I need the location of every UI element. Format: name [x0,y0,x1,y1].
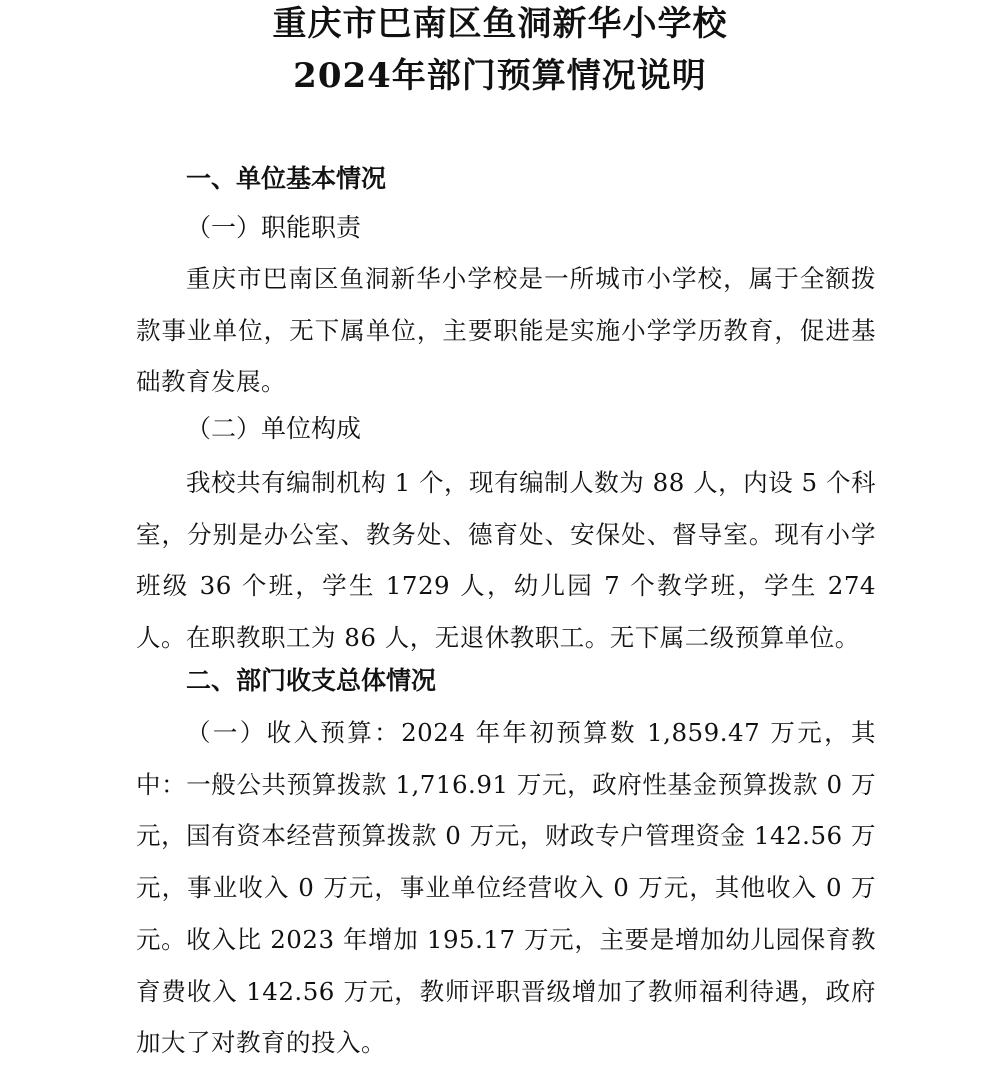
document-title-line2: 2024年部门预算情况说明 [293,56,707,96]
section1-heading: 一、单位基本情况 [186,164,387,193]
section2-sub1-paragraph: （一）收入预算：2024 年年初预算数 1,859.47 万元，其中：一般公共预算拨款 1,716.91 万元，政府性基金预算拨款 0 万元，国有资本经营预算拨款 0 万元，财政专户管理资金 142.56 万元，事业收入 0 万元，事业单位经营收入 0 万元，其他收入 0 万元。收入比 2023 年增加 195.17 万元，主要是增加幼儿园保育教育费收入 142.56 万元，教师评职晋级增加了教师福利待遇，政府加大了对教育的投入。 [136,718,876,1058]
section1-sub2-heading: （二）单位构成 [186,414,362,443]
section1-sub1-heading: （一）职能职责 [186,213,362,242]
section2-heading: 二、部门收支总体情况 [186,666,437,695]
section1-sub1-paragraph: 重庆市巴南区鱼洞新华小学校是一所城市小学校，属于全额拨款事业单位，无下属单位，主要职能是实施小学学历教育，促进基础教育发展。 [136,264,876,397]
document-title-line1: 重庆市巴南区鱼洞新华小学校 [272,4,728,44]
section1-sub2-paragraph: 我校共有编制机构 1 个，现有编制人数为 88 人，内设 5 个科室，分别是办公室、教务处、德育处、安保处、督导室。现有小学班级 36 个班，学生 1729 人，幼儿园 7 个教学班，学生 274 人。在职教职工为 86 人，无退休教职工。无下属二级预算单位。 [136,468,876,653]
